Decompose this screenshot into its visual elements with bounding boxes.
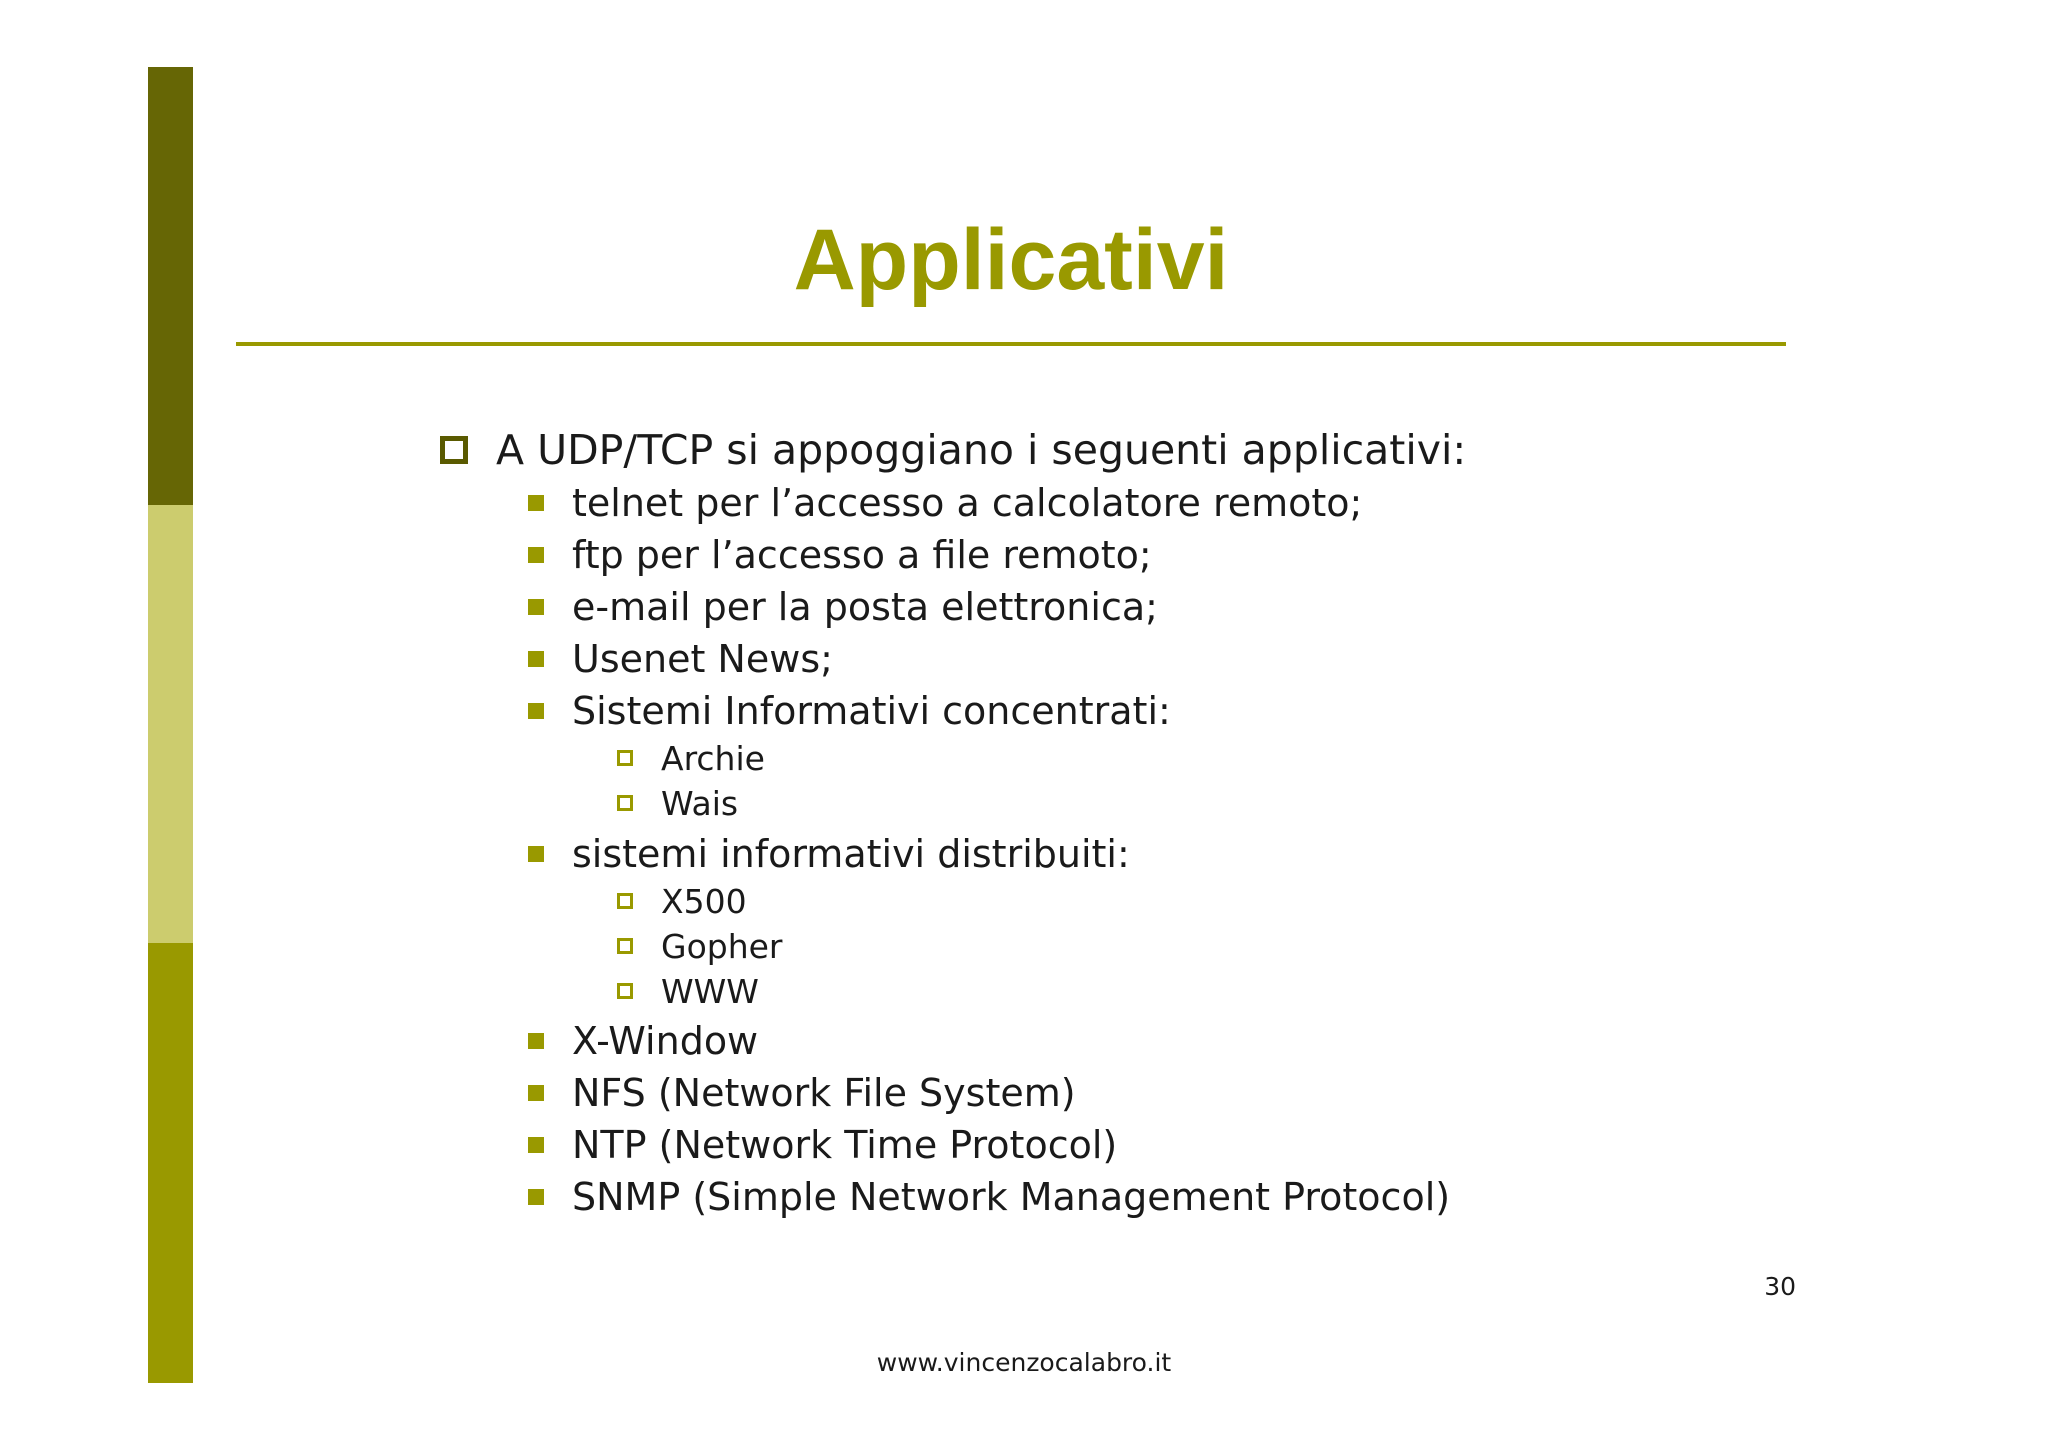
footer-url: www.vincenzocalabro.it xyxy=(876,1348,1172,1377)
hollow-square-bullet-icon xyxy=(617,983,633,999)
list-item-text: Gopher xyxy=(661,926,783,966)
list-item-text: telnet per l’accesso a calcolatore remoto; xyxy=(572,481,1363,525)
slide-title: Applicativi xyxy=(793,212,1229,308)
sidebar-bar-dark xyxy=(148,67,193,505)
list-item-text: WWW xyxy=(661,971,759,1011)
list-item-email xyxy=(528,581,1158,633)
list-item-text: Wais xyxy=(661,783,739,823)
list-item-usenet xyxy=(528,633,833,685)
hollow-square-bullet-icon xyxy=(617,750,633,766)
list-item-ftp xyxy=(528,529,1152,581)
square-bullet-icon xyxy=(528,1137,544,1153)
title-divider xyxy=(236,342,1786,346)
list-item-gopher xyxy=(617,923,783,969)
hollow-square-bullet-icon xyxy=(617,938,633,954)
list-item-text: NFS (Network File System) xyxy=(572,1071,1076,1115)
list-item-snmp xyxy=(528,1171,1450,1223)
square-bullet-icon xyxy=(528,599,544,615)
list-item-main xyxy=(440,420,1466,480)
list-item-text: Usenet News; xyxy=(572,637,833,681)
square-bullet-icon xyxy=(528,651,544,667)
list-item-archie xyxy=(617,735,765,781)
list-item-text: Sistemi Informativi concentrati: xyxy=(572,689,1171,733)
square-bullet-icon xyxy=(528,495,544,511)
list-item-text: sistemi informativi distribuiti: xyxy=(572,832,1130,876)
hollow-square-bullet-icon xyxy=(617,795,633,811)
list-item-text: e-mail per la posta elettronica; xyxy=(572,585,1158,629)
list-item-nfs xyxy=(528,1067,1076,1119)
square-bullet-icon xyxy=(528,846,544,862)
list-item-text: NTP (Network Time Protocol) xyxy=(572,1123,1118,1167)
square-bullet-icon xyxy=(528,1189,544,1205)
list-item-text: X-Window xyxy=(572,1019,759,1063)
list-item-telnet xyxy=(528,477,1362,529)
hollow-square-bullet-icon xyxy=(440,436,468,464)
square-bullet-icon xyxy=(528,547,544,563)
list-item-ntp xyxy=(528,1119,1117,1171)
list-item-xwindow xyxy=(528,1015,758,1067)
list-item-text: ftp per l’accesso a file remoto; xyxy=(572,533,1152,577)
square-bullet-icon xyxy=(528,1085,544,1101)
square-bullet-icon xyxy=(528,703,544,719)
list-item-text: SNMP (Simple Network Management Protocol) xyxy=(572,1175,1451,1219)
list-item-x500 xyxy=(617,878,747,924)
list-item-text: A UDP/TCP si appoggiano i seguenti applicativi: xyxy=(496,426,1467,474)
sidebar-bar-mid xyxy=(148,943,193,1383)
list-item-sistemi-distribuiti xyxy=(528,828,1130,880)
sidebar-bar-light xyxy=(148,505,193,943)
list-item-text: Archie xyxy=(661,738,765,778)
list-item-text: X500 xyxy=(661,881,747,921)
hollow-square-bullet-icon xyxy=(617,893,633,909)
list-item-wais xyxy=(617,780,738,826)
page-number: 30 xyxy=(1764,1272,1796,1301)
square-bullet-icon xyxy=(528,1033,544,1049)
list-item-sistemi-concentrati xyxy=(528,685,1171,737)
list-item-www xyxy=(617,968,759,1014)
